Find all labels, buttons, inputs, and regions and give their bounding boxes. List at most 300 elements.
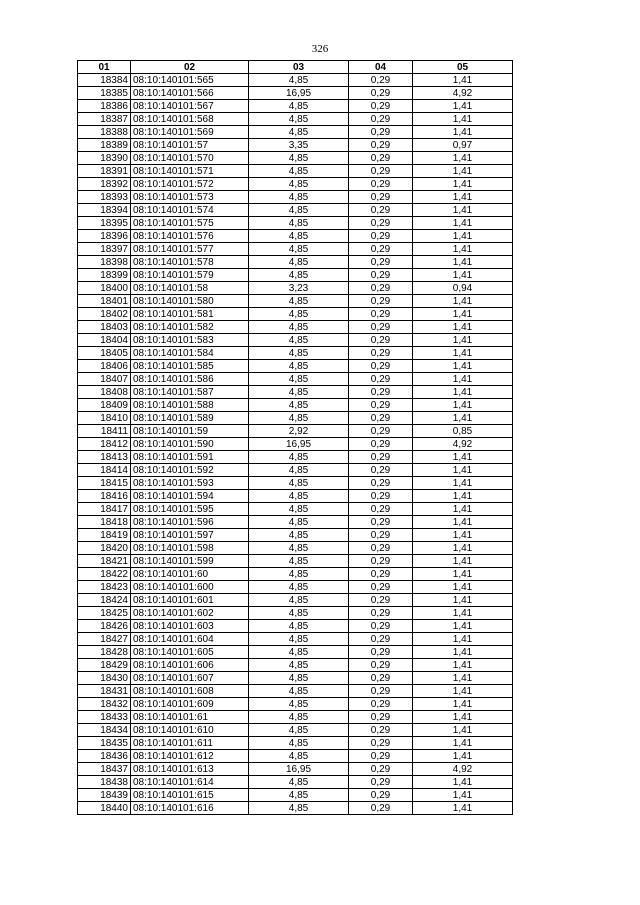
table-row (78, 477, 513, 490)
table-header (78, 61, 513, 74)
cadastral-number-cell: 08:10:140101:575 (131, 217, 249, 230)
value-03-cell: 4,85 (249, 659, 349, 672)
value-04-cell: 0,29 (349, 113, 413, 126)
table-row (78, 165, 513, 178)
value-03-cell: 4,85 (249, 672, 349, 685)
table-row (78, 152, 513, 165)
table-row (78, 724, 513, 737)
row-id-cell: 18388 (78, 126, 131, 139)
table-row (78, 217, 513, 230)
table-row (78, 581, 513, 594)
row-id-cell: 18421 (78, 555, 131, 568)
cadastral-number-cell: 08:10:140101:609 (131, 698, 249, 711)
value-03-cell: 4,85 (249, 191, 349, 204)
value-03-cell: 4,85 (249, 529, 349, 542)
table-row (78, 737, 513, 750)
cadastral-number-cell: 08:10:140101:608 (131, 685, 249, 698)
value-05-cell: 1,41 (413, 750, 513, 763)
value-05-cell: 1,41 (413, 620, 513, 633)
value-03-cell: 4,85 (249, 581, 349, 594)
value-05-cell: 1,41 (413, 490, 513, 503)
value-05-cell: 1,41 (413, 178, 513, 191)
cadastral-number-cell: 08:10:140101:59 (131, 425, 249, 438)
value-03-cell: 3,23 (249, 282, 349, 295)
value-05-cell: 1,41 (413, 152, 513, 165)
value-04-cell: 0,29 (349, 607, 413, 620)
value-03-cell: 4,85 (249, 347, 349, 360)
value-03-cell: 4,85 (249, 503, 349, 516)
value-05-cell: 1,41 (413, 659, 513, 672)
row-id-cell: 18427 (78, 633, 131, 646)
value-04-cell: 0,29 (349, 347, 413, 360)
value-04-cell: 0,29 (349, 256, 413, 269)
table-row (78, 750, 513, 763)
value-04-cell: 0,29 (349, 529, 413, 542)
value-03-cell: 4,85 (249, 698, 349, 711)
value-05-cell: 1,41 (413, 360, 513, 373)
row-id-cell: 18402 (78, 308, 131, 321)
table-row (78, 113, 513, 126)
table-row (78, 373, 513, 386)
value-03-cell: 4,85 (249, 594, 349, 607)
cadastral-number-cell: 08:10:140101:596 (131, 516, 249, 529)
row-id-cell: 18401 (78, 295, 131, 308)
table-row (78, 269, 513, 282)
value-05-cell: 1,41 (413, 230, 513, 243)
row-id-cell: 18417 (78, 503, 131, 516)
table-row (78, 503, 513, 516)
value-05-cell: 1,41 (413, 724, 513, 737)
table-row (78, 555, 513, 568)
table-row (78, 178, 513, 191)
row-id-cell: 18407 (78, 373, 131, 386)
value-05-cell: 1,41 (413, 373, 513, 386)
cadastral-number-cell: 08:10:140101:604 (131, 633, 249, 646)
value-05-cell: 1,41 (413, 555, 513, 568)
value-05-cell: 1,41 (413, 295, 513, 308)
cadastral-number-cell: 08:10:140101:611 (131, 737, 249, 750)
cadastral-number-cell: 08:10:140101:613 (131, 763, 249, 776)
value-04-cell: 0,29 (349, 87, 413, 100)
row-id-cell: 18395 (78, 217, 131, 230)
cadastral-number-cell: 08:10:140101:565 (131, 74, 249, 87)
table-row (78, 568, 513, 581)
value-04-cell: 0,29 (349, 464, 413, 477)
row-id-cell: 18433 (78, 711, 131, 724)
value-03-cell: 4,85 (249, 321, 349, 334)
column-header-05: 05 (413, 61, 513, 74)
cadastral-number-cell: 08:10:140101:605 (131, 646, 249, 659)
table-row (78, 321, 513, 334)
column-header-03: 03 (249, 61, 349, 74)
value-03-cell: 4,85 (249, 776, 349, 789)
value-03-cell: 4,85 (249, 607, 349, 620)
value-04-cell: 0,29 (349, 204, 413, 217)
table-row (78, 295, 513, 308)
table-row (78, 347, 513, 360)
row-id-cell: 18397 (78, 243, 131, 256)
value-04-cell: 0,29 (349, 386, 413, 399)
value-04-cell: 0,29 (349, 425, 413, 438)
value-03-cell: 4,85 (249, 646, 349, 659)
value-03-cell: 4,85 (249, 802, 349, 815)
value-05-cell: 4,92 (413, 87, 513, 100)
value-03-cell: 4,85 (249, 295, 349, 308)
value-05-cell: 0,85 (413, 425, 513, 438)
row-id-cell: 18404 (78, 334, 131, 347)
row-id-cell: 18385 (78, 87, 131, 100)
value-03-cell: 3,35 (249, 139, 349, 152)
cadastral-number-cell: 08:10:140101:601 (131, 594, 249, 607)
cadastral-number-cell: 08:10:140101:578 (131, 256, 249, 269)
cadastral-number-cell: 08:10:140101:568 (131, 113, 249, 126)
cadastral-number-cell: 08:10:140101:579 (131, 269, 249, 282)
table-row (78, 529, 513, 542)
value-05-cell: 1,41 (413, 581, 513, 594)
table-row (78, 464, 513, 477)
value-04-cell: 0,29 (349, 360, 413, 373)
table-row (78, 386, 513, 399)
value-04-cell: 0,29 (349, 542, 413, 555)
header-row (78, 61, 513, 74)
value-05-cell: 1,41 (413, 386, 513, 399)
cadastral-number-cell: 08:10:140101:586 (131, 373, 249, 386)
value-03-cell: 16,95 (249, 763, 349, 776)
value-03-cell: 4,85 (249, 399, 349, 412)
cadastral-number-cell: 08:10:140101:573 (131, 191, 249, 204)
value-05-cell: 1,41 (413, 464, 513, 477)
value-03-cell: 4,85 (249, 217, 349, 230)
value-03-cell: 4,85 (249, 243, 349, 256)
value-03-cell: 4,85 (249, 737, 349, 750)
cadastral-number-cell: 08:10:140101:572 (131, 178, 249, 191)
value-05-cell: 0,97 (413, 139, 513, 152)
row-id-cell: 18393 (78, 191, 131, 204)
value-03-cell: 4,85 (249, 412, 349, 425)
value-04-cell: 0,29 (349, 646, 413, 659)
cadastral-number-cell: 08:10:140101:615 (131, 789, 249, 802)
table-body (78, 74, 513, 815)
value-04-cell: 0,29 (349, 802, 413, 815)
value-04-cell: 0,29 (349, 620, 413, 633)
value-04-cell: 0,29 (349, 152, 413, 165)
table-row (78, 438, 513, 451)
value-04-cell: 0,29 (349, 711, 413, 724)
row-id-cell: 18409 (78, 399, 131, 412)
value-05-cell: 4,92 (413, 438, 513, 451)
row-id-cell: 18436 (78, 750, 131, 763)
row-id-cell: 18396 (78, 230, 131, 243)
value-04-cell: 0,29 (349, 633, 413, 646)
row-id-cell: 18411 (78, 425, 131, 438)
value-04-cell: 0,29 (349, 165, 413, 178)
cadastral-number-cell: 08:10:140101:584 (131, 347, 249, 360)
cadastral-number-cell: 08:10:140101:598 (131, 542, 249, 555)
table-row (78, 789, 513, 802)
cadastral-number-cell: 08:10:140101:593 (131, 477, 249, 490)
table-row (78, 334, 513, 347)
row-id-cell: 18391 (78, 165, 131, 178)
value-04-cell: 0,29 (349, 230, 413, 243)
row-id-cell: 18414 (78, 464, 131, 477)
value-05-cell: 1,41 (413, 646, 513, 659)
cadastral-number-cell: 08:10:140101:599 (131, 555, 249, 568)
cadastral-number-cell: 08:10:140101:570 (131, 152, 249, 165)
value-05-cell: 0,94 (413, 282, 513, 295)
value-04-cell: 0,29 (349, 776, 413, 789)
value-04-cell: 0,29 (349, 243, 413, 256)
value-03-cell: 4,85 (249, 542, 349, 555)
row-id-cell: 18400 (78, 282, 131, 295)
value-05-cell: 1,41 (413, 113, 513, 126)
value-03-cell: 4,85 (249, 620, 349, 633)
cadastral-number-cell: 08:10:140101:57 (131, 139, 249, 152)
value-03-cell: 4,85 (249, 685, 349, 698)
value-03-cell: 4,85 (249, 386, 349, 399)
value-05-cell: 4,92 (413, 763, 513, 776)
cadastral-number-cell: 08:10:140101:577 (131, 243, 249, 256)
value-03-cell: 4,85 (249, 100, 349, 113)
table-row (78, 360, 513, 373)
row-id-cell: 18440 (78, 802, 131, 815)
cadastral-number-cell: 08:10:140101:589 (131, 412, 249, 425)
value-04-cell: 0,29 (349, 750, 413, 763)
cadastral-number-cell: 08:10:140101:591 (131, 451, 249, 464)
value-04-cell: 0,29 (349, 685, 413, 698)
value-04-cell: 0,29 (349, 672, 413, 685)
column-header-01: 01 (78, 61, 131, 74)
value-05-cell: 1,41 (413, 737, 513, 750)
cadastral-number-cell: 08:10:140101:597 (131, 529, 249, 542)
cadastral-number-cell: 08:10:140101:590 (131, 438, 249, 451)
row-id-cell: 18390 (78, 152, 131, 165)
row-id-cell: 18428 (78, 646, 131, 659)
value-03-cell: 4,85 (249, 451, 349, 464)
value-04-cell: 0,29 (349, 373, 413, 386)
value-03-cell: 4,85 (249, 334, 349, 347)
row-id-cell: 18410 (78, 412, 131, 425)
table-row (78, 659, 513, 672)
value-04-cell: 0,29 (349, 763, 413, 776)
row-id-cell: 18384 (78, 74, 131, 87)
table-row (78, 139, 513, 152)
row-id-cell: 18405 (78, 347, 131, 360)
value-05-cell: 1,41 (413, 256, 513, 269)
cadastral-number-cell: 08:10:140101:576 (131, 230, 249, 243)
row-id-cell: 18418 (78, 516, 131, 529)
value-04-cell: 0,29 (349, 126, 413, 139)
page-number: 326 (311, 43, 329, 55)
value-03-cell: 2,92 (249, 425, 349, 438)
table-row (78, 763, 513, 776)
value-04-cell: 0,29 (349, 503, 413, 516)
value-03-cell: 4,85 (249, 204, 349, 217)
value-03-cell: 4,85 (249, 126, 349, 139)
row-id-cell: 18430 (78, 672, 131, 685)
cadastral-number-cell: 08:10:140101:571 (131, 165, 249, 178)
value-05-cell: 1,41 (413, 698, 513, 711)
table-row (78, 87, 513, 100)
value-04-cell: 0,29 (349, 399, 413, 412)
row-id-cell: 18422 (78, 568, 131, 581)
row-id-cell: 18387 (78, 113, 131, 126)
row-id-cell: 18439 (78, 789, 131, 802)
value-05-cell: 1,41 (413, 568, 513, 581)
value-03-cell: 4,85 (249, 555, 349, 568)
row-id-cell: 18434 (78, 724, 131, 737)
row-id-cell: 18403 (78, 321, 131, 334)
row-id-cell: 18386 (78, 100, 131, 113)
cadastral-number-cell: 08:10:140101:592 (131, 464, 249, 477)
value-03-cell: 4,85 (249, 308, 349, 321)
value-04-cell: 0,29 (349, 659, 413, 672)
value-04-cell: 0,29 (349, 100, 413, 113)
value-04-cell: 0,29 (349, 789, 413, 802)
value-05-cell: 1,41 (413, 477, 513, 490)
table-row (78, 191, 513, 204)
value-04-cell: 0,29 (349, 217, 413, 230)
table-row (78, 646, 513, 659)
value-04-cell: 0,29 (349, 74, 413, 87)
table-row (78, 698, 513, 711)
value-05-cell: 1,41 (413, 607, 513, 620)
value-04-cell: 0,29 (349, 321, 413, 334)
value-03-cell: 16,95 (249, 87, 349, 100)
table-row (78, 451, 513, 464)
cadastral-number-cell: 08:10:140101:594 (131, 490, 249, 503)
row-id-cell: 18426 (78, 620, 131, 633)
cadastral-number-cell: 08:10:140101:60 (131, 568, 249, 581)
value-04-cell: 0,29 (349, 295, 413, 308)
value-03-cell: 4,85 (249, 256, 349, 269)
row-id-cell: 18398 (78, 256, 131, 269)
row-id-cell: 18406 (78, 360, 131, 373)
row-id-cell: 18435 (78, 737, 131, 750)
cadastral-number-cell: 08:10:140101:606 (131, 659, 249, 672)
value-04-cell: 0,29 (349, 555, 413, 568)
table-row (78, 633, 513, 646)
table-row (78, 607, 513, 620)
value-05-cell: 1,41 (413, 672, 513, 685)
table-row (78, 542, 513, 555)
value-04-cell: 0,29 (349, 139, 413, 152)
value-04-cell: 0,29 (349, 568, 413, 581)
cadastral-number-cell: 08:10:140101:610 (131, 724, 249, 737)
value-04-cell: 0,29 (349, 581, 413, 594)
value-04-cell: 0,29 (349, 412, 413, 425)
table-row (78, 230, 513, 243)
value-03-cell: 4,85 (249, 568, 349, 581)
row-id-cell: 18425 (78, 607, 131, 620)
table-row (78, 776, 513, 789)
value-03-cell: 4,85 (249, 750, 349, 763)
table-row (78, 256, 513, 269)
row-id-cell: 18438 (78, 776, 131, 789)
value-05-cell: 1,41 (413, 412, 513, 425)
cadastral-number-cell: 08:10:140101:587 (131, 386, 249, 399)
table-row (78, 282, 513, 295)
table-row (78, 672, 513, 685)
table-row (78, 412, 513, 425)
value-05-cell: 1,41 (413, 711, 513, 724)
row-id-cell: 18420 (78, 542, 131, 555)
row-id-cell: 18399 (78, 269, 131, 282)
value-04-cell: 0,29 (349, 269, 413, 282)
value-05-cell: 1,41 (413, 789, 513, 802)
value-03-cell: 4,85 (249, 152, 349, 165)
value-05-cell: 1,41 (413, 165, 513, 178)
column-header-02: 02 (131, 61, 249, 74)
value-04-cell: 0,29 (349, 698, 413, 711)
row-id-cell: 18424 (78, 594, 131, 607)
value-05-cell: 1,41 (413, 321, 513, 334)
column-header-04: 04 (349, 61, 413, 74)
value-03-cell: 4,85 (249, 711, 349, 724)
cadastral-number-cell: 08:10:140101:567 (131, 100, 249, 113)
value-03-cell: 4,85 (249, 178, 349, 191)
value-03-cell: 4,85 (249, 490, 349, 503)
cadastral-number-cell: 08:10:140101:602 (131, 607, 249, 620)
table-row (78, 308, 513, 321)
cadastral-number-cell: 08:10:140101:600 (131, 581, 249, 594)
row-id-cell: 18432 (78, 698, 131, 711)
table-row (78, 243, 513, 256)
row-id-cell: 18437 (78, 763, 131, 776)
table-row (78, 425, 513, 438)
row-id-cell: 18408 (78, 386, 131, 399)
row-id-cell: 18423 (78, 581, 131, 594)
data-table (77, 60, 513, 815)
value-05-cell: 1,41 (413, 347, 513, 360)
value-03-cell: 16,95 (249, 438, 349, 451)
row-id-cell: 18419 (78, 529, 131, 542)
value-05-cell: 1,41 (413, 776, 513, 789)
row-id-cell: 18431 (78, 685, 131, 698)
cadastral-number-cell: 08:10:140101:585 (131, 360, 249, 373)
cadastral-number-cell: 08:10:140101:58 (131, 282, 249, 295)
value-04-cell: 0,29 (349, 490, 413, 503)
value-03-cell: 4,85 (249, 789, 349, 802)
table-row (78, 516, 513, 529)
cadastral-number-cell: 08:10:140101:595 (131, 503, 249, 516)
value-04-cell: 0,29 (349, 438, 413, 451)
value-05-cell: 1,41 (413, 529, 513, 542)
cadastral-number-cell: 08:10:140101:569 (131, 126, 249, 139)
value-04-cell: 0,29 (349, 178, 413, 191)
value-05-cell: 1,41 (413, 100, 513, 113)
table-row (78, 685, 513, 698)
value-03-cell: 4,85 (249, 269, 349, 282)
value-04-cell: 0,29 (349, 282, 413, 295)
cadastral-number-cell: 08:10:140101:588 (131, 399, 249, 412)
value-05-cell: 1,41 (413, 191, 513, 204)
row-id-cell: 18416 (78, 490, 131, 503)
table-row (78, 74, 513, 87)
value-03-cell: 4,85 (249, 165, 349, 178)
value-04-cell: 0,29 (349, 724, 413, 737)
value-05-cell: 1,41 (413, 399, 513, 412)
row-id-cell: 18413 (78, 451, 131, 464)
table-row (78, 126, 513, 139)
value-05-cell: 1,41 (413, 269, 513, 282)
value-03-cell: 4,85 (249, 74, 349, 87)
cadastral-number-cell: 08:10:140101:583 (131, 334, 249, 347)
cadastral-number-cell: 08:10:140101:566 (131, 87, 249, 100)
value-04-cell: 0,29 (349, 594, 413, 607)
table-row (78, 490, 513, 503)
cadastral-number-cell: 08:10:140101:616 (131, 802, 249, 815)
table-row (78, 711, 513, 724)
